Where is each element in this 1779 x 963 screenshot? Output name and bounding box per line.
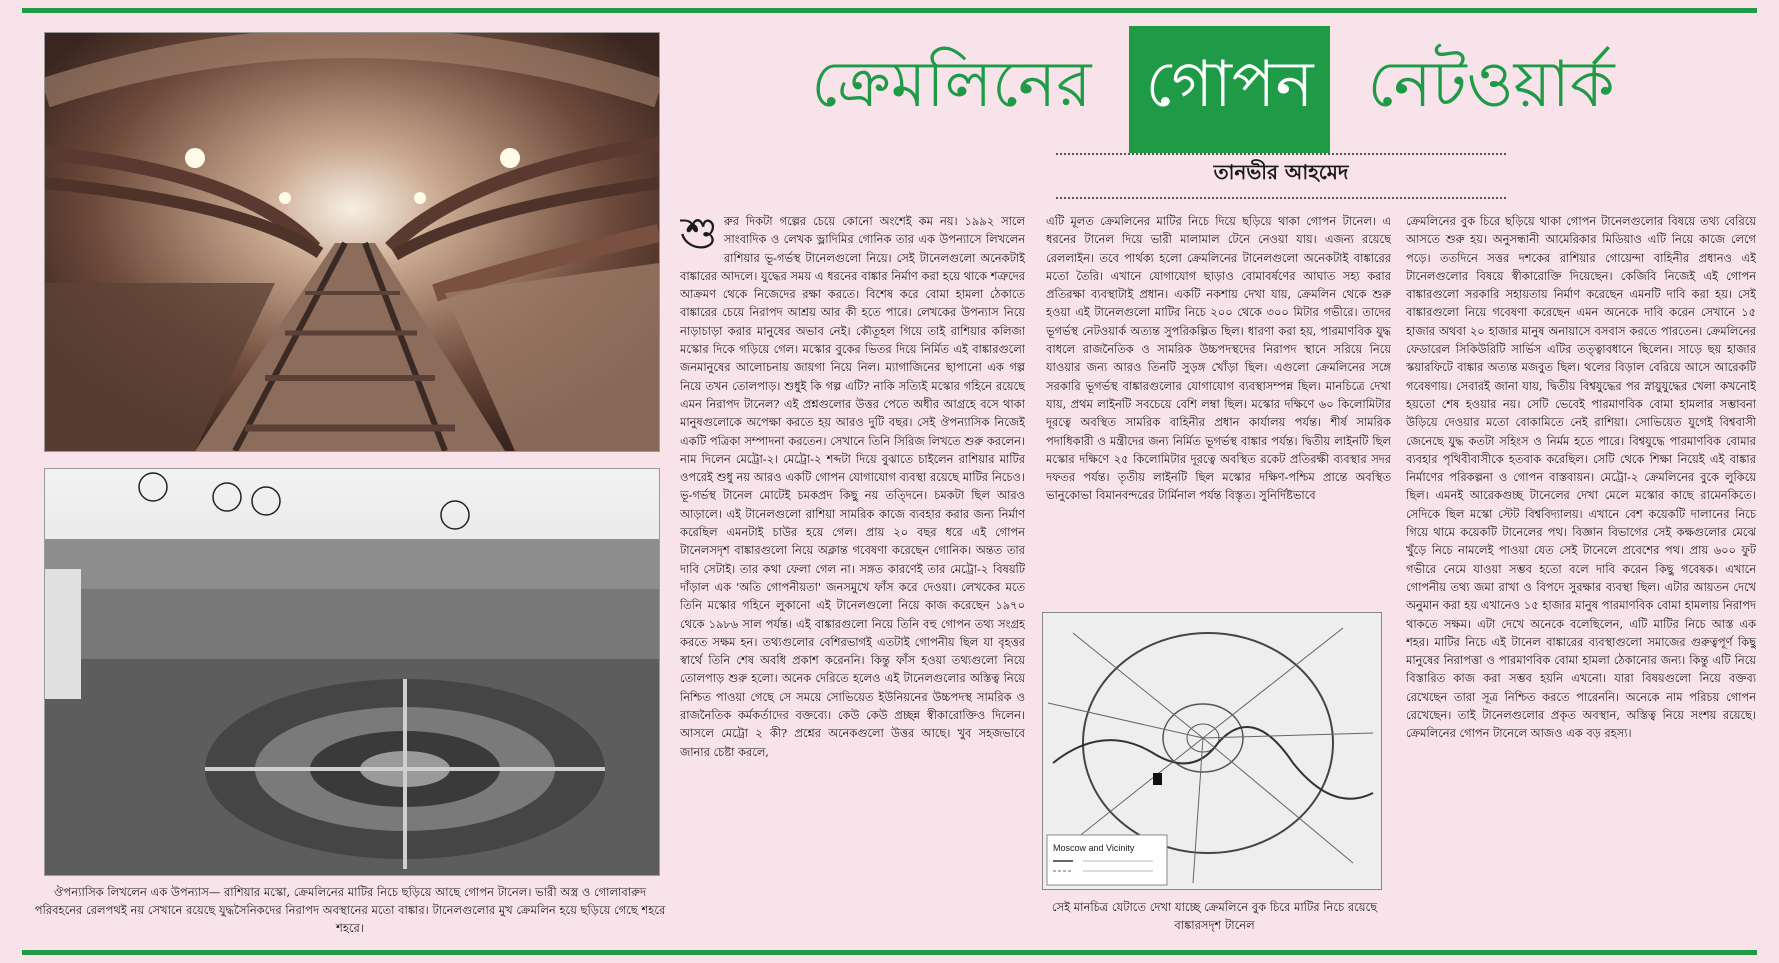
map-legend-title: Moscow and Vicinity: [1053, 843, 1135, 853]
article-column-2: এটি মূলত ক্রেমলিনের মাটির নিচে দিয়ে ছড়িয়ে থাকা গোপন টানেল। এ ধরনের টানেল দিয়ে ভারী মালামাল টেনে নেওয়া যায়। এজন্য রয়েছে রেললাইন। তবে পার্থক্য হলো ক্রেমলিনের টানেলগুলো অনেকটাই বাঙ্কারের মতো তৈরি। এখানে যোগাযোগ ছাড়াও বোমাবর্ষণের আঘাত সহ্য করার প্রতিরক্ষা ব্যবস্থাটাই প্রধান। একটি নকশায় দেখা যায়, ক্রেমলিন থেকে শুরু হওয়া এই টানেলগুলো মাটির নিচে ২০০ থেকে ৩০০ মিটার গভীরে। তাদের ভূগর্ভস্থ নেটওয়ার্ক অত্যন্ত সুপরিকল্পিত ছিল। ধারণা করা হয়, পারমাণবিক যুদ্ধ বাধলে রাজনৈতিক ও সামরিক উচ্চপদস্থদের নিরাপদ স্থানে সরিয়ে নিয়ে যাওয়ার জন্য আরও তিনটি সুড়ঙ্গ খোঁড়া ছিল। এগুলো ক্রেমলিনের সঙ্গে সরকারি ভূগর্ভস্থ বাঙ্কারগুলোর যোগাযোগ ব্যবস্থাসম্পন্ন ছিল। মানচিত্রে দেখা যায়, প্রথম লাইনটি সবচেয়ে বেশি লম্বা ছিল। মস্কোর দক্ষিণে ৬০ কিলোমিটার দূরত্বে অবস্থিত সামরিক বাহিনীর প্রধান কার্যালয় পর্যন্ত। শীর্ষ সামরিক পদাধিকারী ও মন্ত্রীদের জন্য নির্মিত ভূগর্ভস্থ বাঙ্কার পর্যন্ত। দ্বিতীয় লাইনটি ছিল মস্কোর দক্ষিণে ২৫ কিলোমিটার দূরত্বে অবস্থিত রকেট প্রতিরক্ষী ব্যবস্থার সদর দফতর পর্যন্ত। তৃতীয় লাইনটি ছিল মস্কোর দক্ষিণ-পশ্চিম প্রান্তে অবস্থিত ভানুকোভা বিমানবন্দরের টার্মিনাল পর্যন্ত বিস্তৃত। সুনির্দিষ্টভাবে: [1046, 214, 1391, 503]
city-photo: [44, 468, 660, 876]
city-illustration: [45, 469, 659, 875]
map-illustration: [1043, 613, 1381, 889]
tunnel-illustration: [45, 33, 659, 451]
top-rule: [22, 8, 1757, 13]
bottom-rule: [22, 950, 1757, 955]
byline: তানভীর আহমেদ: [1213, 160, 1349, 184]
dropcap: শু: [680, 212, 718, 259]
photo-caption: ঔপন্যাসিক লিখলেন এক উপন্যাস— রাশিয়ার মস্কো, ক্রেমলিনের মাটির নিচে ছড়িয়ে আছে গোপন টানেল। ভারী অস্ত্র ও গোলাবারুদ পরিবহনের রেলপথই নয় সেখানে রয়েছে যুদ্ধসৈনিকদের নিরাপদ অবস্থানের মতো বাঙ্কার। টানেলগুলোর মুখ ক্রেমলিন হয়ে ছড়িয়ে গেছে শহরে শহরে।: [34, 885, 666, 935]
headline-part1: ক্রেমলিনের: [811, 47, 1092, 122]
article-column-1: [680, 212, 1025, 930]
tunnel-photo: [44, 32, 660, 452]
headline: [668, 34, 1758, 144]
map-caption: সেই মানচিত্র যেটাতে দেখা যাচ্ছে ক্রেমলিনে বুক চিরে মাটির নিচে রয়েছে বাঙ্কারসদৃশ টানেল: [1051, 900, 1378, 932]
headline-part2: গোপন: [1129, 26, 1329, 153]
article-column-1-text: রুর দিকটা গল্পের চেয়ে কোনো অংশেই কম নয়। ১৯৯২ সালে সাংবাদিক ও লেখক ভ্লাদিমির গোনিক তার এক উপন্যাসে লিখলেন রাশিয়ার ভূ-গর্ভস্থ টানেলগুলো নিয়ে। সেই টানেলগুলো অনেকটাই বাঙ্কারের আদলে। যুদ্ধের সময় এ ধরনের বাঙ্কার নির্মাণ করা হয়ে থাকে শত্রুদের আক্রমণ থেকে নিজেদের রক্ষা করতে। বিশেষ করে বোমা হামলা ঠেকাতে বাঙ্কারের চেয়ে নিরাপদ আশ্রয় আর কী হতে পারে। লেখকের উপন্যাস নিয়ে নাড়াচাড়া করার মানুষের অভাব নেই। কৌতূহল গিয়ে তাই রাশিয়ার কলিজা মস্কোর দিকে গড়িয়ে গেল। মস্কোর বুকের ভিতর দিয়ে নির্মিত এই বাঙ্কারগুলো জনমানুষের আলোচনায় জায়গা নিয়ে নিল। ম্যাগাজিনের ছাপানো এক গল্প নিয়ে তখন তোলপাড়। শুধুই কি গল্প এটি? নাকি সত্যিই মস্কোর গহিনে রয়েছে এমন নিরাপদ টানেল? এই প্রশ্নগুলোর উত্তর পেতে অধীর আগ্রহে বসে থাকা মানুষগুলোকে অপেক্ষা করতে হয় আরও দুটি বছর। সেই ঔপন্যাসিক নিজেই একটি পত্রিকা সম্পাদনা করতেন। সেখানে তিনি সিরিজ লিখতে শুরু করলেন। নাম দিলেন মেট্রো-২। মেট্রো-২ শব্দটা দিয়ে বুঝাতে চাইলেন রাশিয়ার মাটির ওপরেই শুধু নয় আরও একটি গোপন যোগাযোগ ব্যবস্থা রয়েছে মাটির নিচেও। ভূ-গর্ভস্থ টানেল মোটেই চমকপ্রদ কিছু নয় তত্দিনে। চমকটা ছিল আরও আড়ালে। এই টানেলগুলো রাশিয়া সামরিক কাজে ব্যবহার করার জন্য নির্মাণ করেছিল এমনটাই চাউর হয়ে গেল। প্রায় ২০ বছর ধরে এই গোপন টানেলসদৃশ বাঙ্কারগুলো নিয়ে অক্লান্ত গবেষণা করেছেন গোনিক। অন্তত তার দাবি সেটাই। তার কথা ফেলা গেল না। সঙ্গত কারণেই তার মেট্রো-২ বিষয়টি দাঁড়াল এক 'অতি গোপনীয়তা' জনসমুখে ফাঁস করে দেওয়া। লেখকের মতে তিনি মস্কোর গহিনে লুকানো এই টানেলগুলো নিয়ে কাজ করেছেন ১৯৭০ থেকে ১৯৮৬ সাল পর্যন্ত। এই বাঙ্কারগুলো নিয়ে তিনি বহু গোপন তথ্য সংগ্রহ করতে সক্ষম হন। তথ্যগুলোর বেশিরভাগই এতটাই গোপনীয় ছিল যা বৃহত্তর স্বার্থে তিনি শেষ অবধি প্রকাশ করেননি। কিন্তু ফাঁস হওয়া তথ্যগুলো নিয়ে তোলপাড় শুরু হলো। অনেক দেরিতে হলেও এই টানেলগুলোর অস্তিত্ব নিয়ে নিশ্চিত পাওয়া গেছে সে সময়ে সোভিয়েত ইউনিয়নের উচ্চপদস্থ সামরিক ও রাজনৈতিক কর্মকর্তাদের বক্তব্যে। কেউ কেউ প্রচ্ছন্ন স্বীকারোক্তিও দিলেন। আসলে মেট্রো ২ কী? প্রশ্নের অনেকগুলো উত্তর আছে। খুব সহজভাবে জানার চেষ্টা করলে,: [680, 214, 1025, 759]
headline-part3: নেটওয়ার্ক: [1367, 47, 1615, 122]
byline-rule-top: [1056, 153, 1506, 155]
article-column-3: ক্রেমলিনের বুক চিরে ছড়িয়ে থাকা গোপন টানেলগুলোর বিষয়ে তথ্য বেরিয়ে আসতে শুরু হয়। অনুসন্ধানী আমেরিকার মিডিয়াও এটি নিয়ে কাজে লেগে পড়ে। ততদিনে সত্তর দশকের রাশিয়ার গোয়েন্দা বাহিনীর প্রধানও এই টানেলগুলোর বিষয়ে স্বীকারোক্তি দিয়েছেন। কেজিবি নিজেই এই গোপন বাঙ্কারগুলো সরকারি সহায়তায় নির্মাণ করেছেন এমনটি দাবি করা হয়। সেই বাঙ্কারগুলো নিয়ে গবেষণা করেছেন এমন অনেকে দাবি করেন সেখানে ১৫ হাজার অথবা ২০ হাজার মানুষ অনায়াসে বসবাস করতে পারতেন। ক্রেমলিনের ফেডারেল সিকিউরিটি সার্ভিস এটির তত্ত্বাবধানে ছিলেন। সাড়ে ছয় হাজার স্কয়ারফিটে বাঙ্কার অত্যন্ত মজবুত ছিল। থলের বিড়াল বেরিয়ে আসে আরেকটি গবেষণায়। সেবারই জানা যায়, দ্বিতীয় বিশ্বযুদ্ধের পর স্নায়ুযুদ্ধের খেলা কখনোই হয়তো শেষ হওয়ার নয়। সেটি ভেবেই পারমাণবিক বোমা হামলার সম্ভাবনা উড়িয়ে দেওয়ার মতো বোকামিতে নেই রাশিয়া। সোভিয়েত যুগেই বিশ্ববাসী জেনেছে যুদ্ধ কতটা সহিংস ও নির্মম হতে পারে। বিশ্বযুদ্ধে পারমাণবিক বোমার ব্যবহার পৃথিবীবাসীকে হতবাক করেছিল। সেটি থেকে শিক্ষা নিয়েই এই বাঙ্কার নির্মাণের পরিকল্পনা ও গোপন বাস্তবায়ন। মেট্রো-২ ক্রেমলিনের বুকে লুকিয়ে ছিল। এমনই আরেকগুচ্ছ টানেলের দেখা মেলে মস্কোর কাছে রামেনকিতে। সেদিকে ছিল মস্কো স্টেট বিশ্ববিদ্যালয়। এখানে বেশ কয়েকটি দালানের নিচে গিয়ে থামে কয়েকটি টানেলের পথ। বিজ্ঞান বিভাগের সেই কক্ষগুলোর মেঝে খুঁড়ে নিচে নামলেই পাওয়া যেত সেই টানেলে প্রবেশের পথ। প্রায় ৬০০ ফুট গভীরে নেমে যাওয়া সম্ভব হতো বলে দাবি করেন কিছু গবেষক। এখানে গোপনীয় তথ্য জমা রাখা ও বিপদে সুরক্ষার ব্যবস্থা ছিল। এটার আয়তন দেখে অনুমান করা হয় এখানেও ১৫ হাজার মানুষ পারমাণবিক বোমা হামলায় নিরাপদ থাকতে সক্ষম। এটা দেখে অনেকে বলেছিলেন, এটি মাটির নিচে আস্ত এক শহর। মাটির নিচে এই টানেল বাঙ্কারের ব্যবস্থাগুলো সমাজের গুরুত্বপূর্ণ কিছু মানুষের নিরাপত্তা ও পারমাণবিক বোমা হামলা ঠেকানোর জন্য। কিন্তু এটি নিয়ে বিস্তারিত কাজ করা সম্ভব হয়নি এখনো। যারা বিষয়গুলো নিয়ে বক্তব্য রেখেছেন তারা সূত্র নিশ্চিত করতে পারেননি। অনেকে নাম পরিচয় গোপন রেখেছেন। তাই টানেলগুলোর প্রকৃত অবস্থান, অস্তিত্ব নিয়ে সংশয় রয়েছে। ক্রেমলিনের গোপন টানেলে আজও এক বড় রহস্য।: [1406, 214, 1756, 741]
moscow-map: [1042, 612, 1382, 890]
byline-rule-bottom: [1056, 197, 1506, 199]
